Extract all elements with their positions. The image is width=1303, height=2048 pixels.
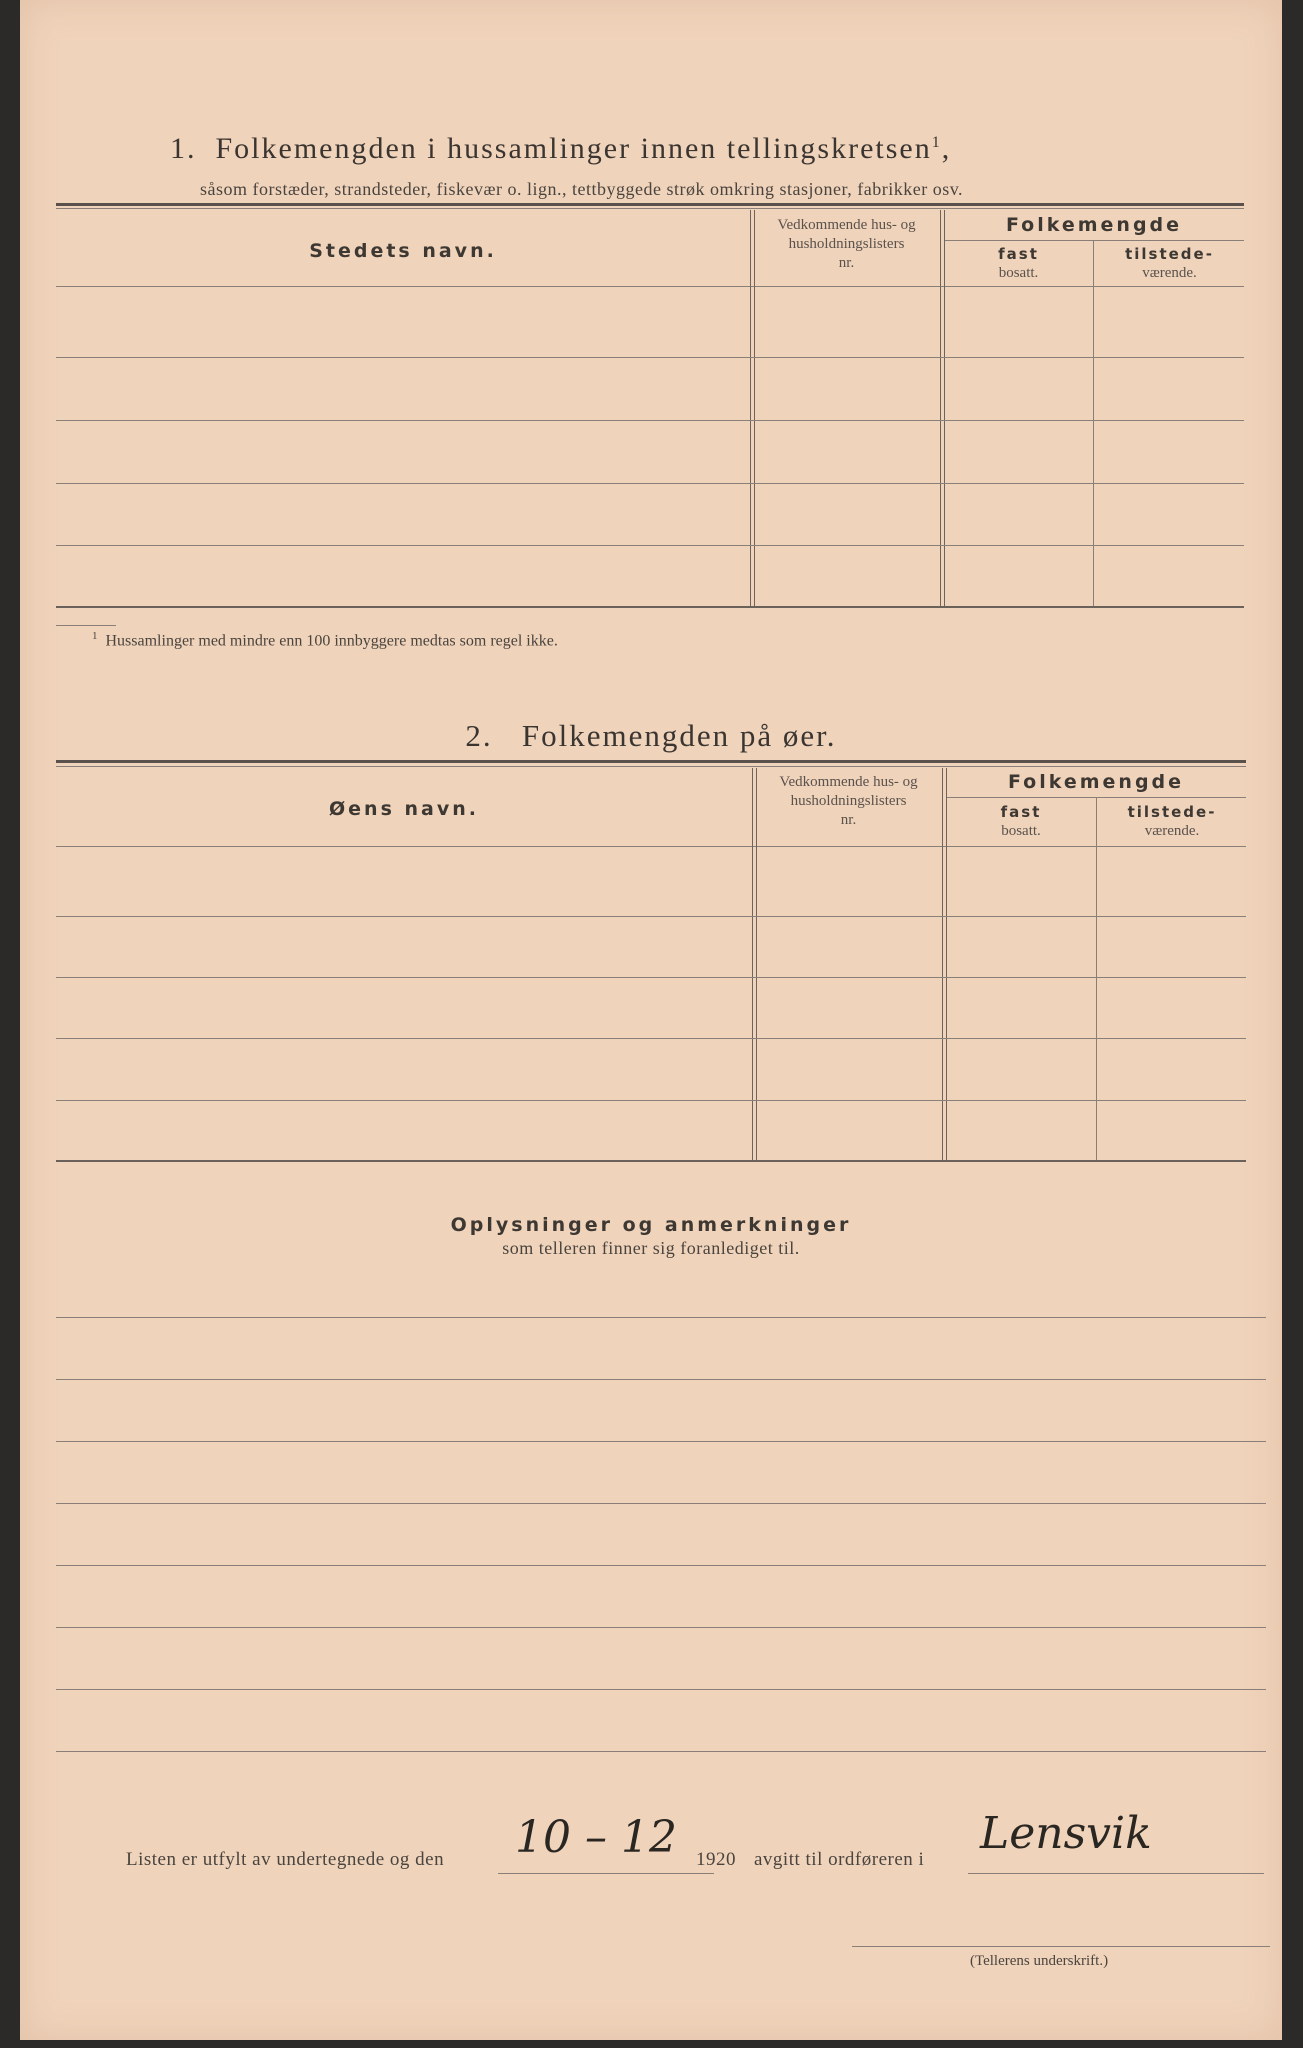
table1-col-resident — [944, 245, 1093, 282]
table1-row-rule — [56, 357, 1244, 358]
table2-col-list-number — [755, 773, 942, 830]
notes-line — [56, 1565, 1266, 1566]
col-tilstede-word: tilstede- — [1127, 803, 1217, 821]
table1-row-rule — [56, 420, 1244, 421]
table2-row-rule — [56, 977, 1246, 978]
date-blank-line — [498, 1873, 714, 1874]
table2-row-rule — [56, 1100, 1246, 1101]
col-tilstede-word2: værende. — [1144, 823, 1200, 839]
handwritten-date: 10 – 12 — [515, 1812, 677, 1863]
notes-line — [56, 1627, 1266, 1628]
place-blank-line — [968, 1873, 1264, 1874]
section1-title: Folkemengden i hussamlinger innen tellingskretsen — [215, 132, 932, 165]
col-fast-word2: bosatt. — [1001, 823, 1041, 839]
table2-col-divider-3 — [1096, 797, 1097, 1160]
notes-line — [56, 1441, 1266, 1442]
section1-subtitle: såsom forstæder, strandsteder, fiskevær o. lign., tettbyggede strøk omkring stasjoner, fabrikker osv. — [200, 179, 964, 199]
table2-header-rule — [56, 846, 1246, 847]
section1-number: 1. — [170, 132, 197, 165]
col-list-line: husholdningslisters — [790, 793, 907, 809]
notes-line — [56, 1689, 1266, 1690]
notes-line — [56, 1379, 1266, 1380]
signature-text-b: avgitt til ordføreren i — [754, 1849, 925, 1870]
signature-text-a: Listen er utfylt av undertegnede og den — [126, 1849, 445, 1870]
table1-col-place-name: Stedets navn. — [309, 240, 497, 262]
col-fast-word2: bosatt. — [998, 265, 1039, 281]
footnote-mark: 1 — [92, 630, 98, 642]
col-tilstede-word2: værende. — [1142, 265, 1197, 281]
table1-top-rule-thin — [56, 208, 1244, 209]
col-fast-word: fast — [1000, 803, 1042, 821]
col-tilstede-word: tilstede- — [1125, 245, 1214, 263]
footnote-rule — [56, 625, 116, 626]
table1-bottom-rule — [56, 606, 1244, 608]
notes-title: Oplysninger og anmerkninger — [450, 1214, 852, 1236]
table1-col-population: Folkemengde — [1005, 214, 1183, 236]
signer-caption: (Tellerens underskrift.) — [970, 1953, 1109, 1969]
table1-header-rule — [56, 286, 1244, 287]
table2-row-rule — [56, 916, 1246, 917]
table2-col-population: Folkemengde — [1007, 771, 1185, 793]
table1-top-rule — [56, 203, 1244, 206]
table2-row-rule — [56, 1038, 1246, 1039]
handwritten-place: Lensvik — [980, 1808, 1152, 1859]
table2-col-island-name: Øens navn. — [329, 798, 479, 820]
section2-heading — [20, 718, 1282, 754]
table2-top-rule-thin — [56, 766, 1246, 767]
section1-footnote — [92, 630, 992, 650]
col-list-line: nr. — [840, 812, 857, 828]
col-list-line: husholdningslisters — [788, 236, 905, 252]
section1-title-comma: , — [941, 132, 952, 165]
signature-year: 1920 — [696, 1849, 736, 1870]
notes-line — [56, 1751, 1266, 1752]
footnote-text: Hussamlinger med mindre enn 100 innbyggere medtas som regel ikke. — [105, 632, 558, 650]
table2-col-resident — [946, 803, 1096, 840]
table1-col-divider-3 — [1093, 240, 1094, 606]
notes-line — [56, 1503, 1266, 1504]
section2-title: Folkemengden på øer. — [521, 718, 837, 753]
notes-line — [56, 1317, 1266, 1318]
section1-title-footnote-mark: 1 — [931, 134, 942, 151]
table1-col-present — [1095, 245, 1244, 282]
signer-line — [852, 1946, 1270, 1947]
table2-bottom-rule — [56, 1160, 1246, 1162]
table2-top-rule — [56, 760, 1246, 763]
section2-number: 2. — [465, 718, 493, 753]
census-form-page — [20, 0, 1282, 2040]
col-fast-word: fast — [998, 245, 1039, 263]
col-list-line: Vedkommende hus- og — [777, 217, 916, 233]
table1-row-rule — [56, 545, 1244, 546]
col-list-line: nr. — [838, 255, 855, 271]
section1-heading — [170, 132, 1170, 166]
table1-row-rule — [56, 483, 1244, 484]
col-list-line: Vedkommende hus- og — [779, 774, 918, 790]
notes-subtitle: som telleren finner sig foranlediget til. — [502, 1238, 800, 1258]
table2-col-present — [1098, 803, 1246, 840]
table1-col-list-number — [753, 216, 940, 273]
table1-folk-subrule — [944, 240, 1244, 241]
